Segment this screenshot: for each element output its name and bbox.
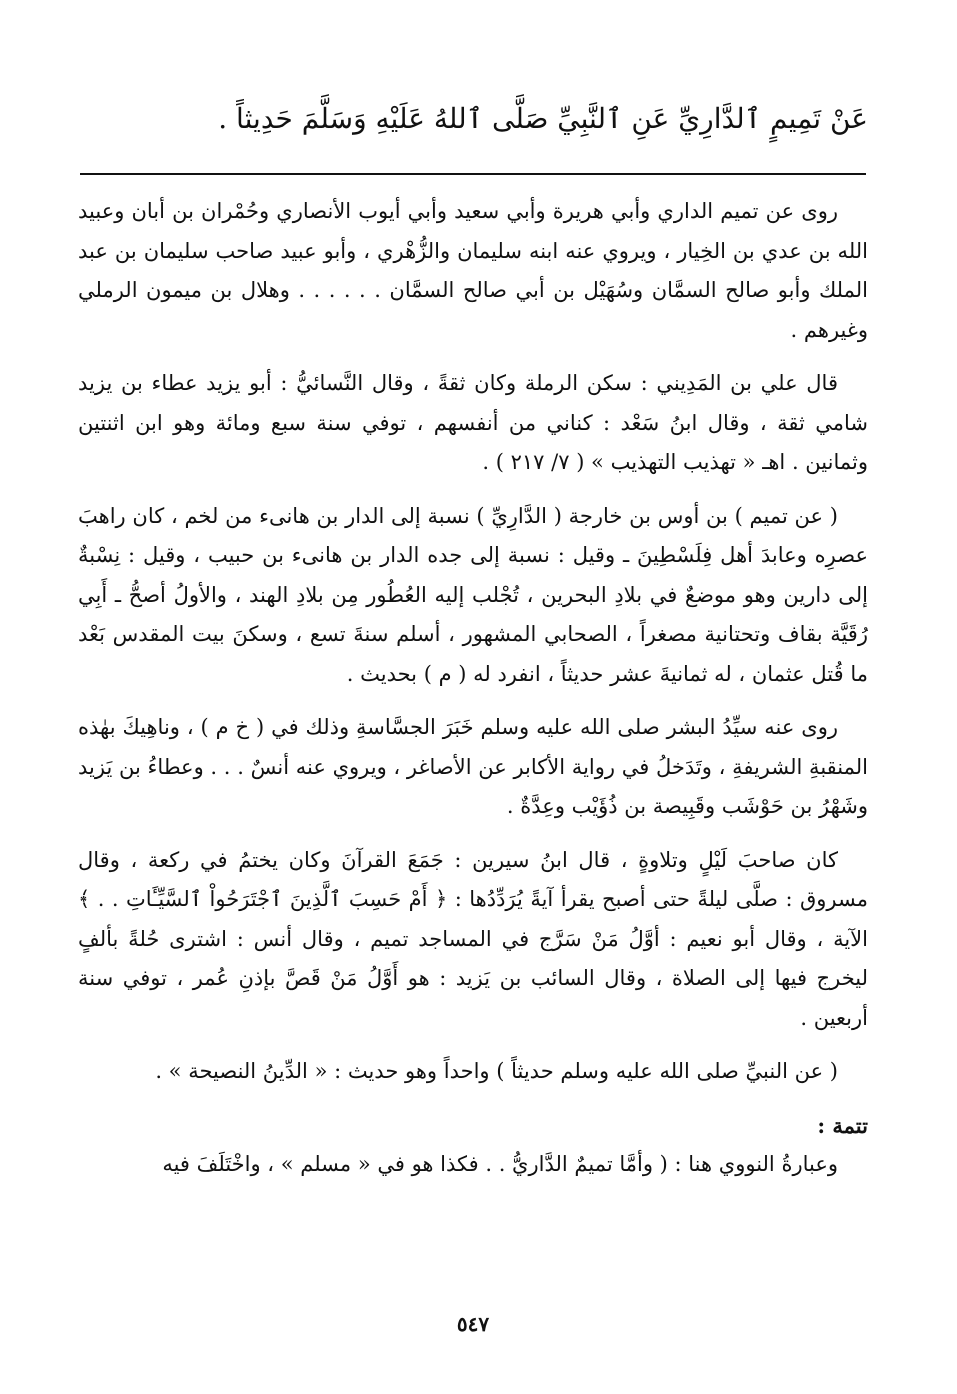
final-paragraph: وعبارةُ النووي هنا : ( وأمَّا تميمٌ الدَّاريُّ . . فكذا هو في « مسلم » ، واخْتَلَفَ فيه [162, 1152, 838, 1176]
commentary-paragraph-6: ( عن النبيِّ صلى الله عليه وسلم حديثاً ) واحداً وهو حديث : « الدِّينُ النصيحة » . [155, 1059, 838, 1083]
page-number: ٥٤٧ [456, 1312, 490, 1336]
commentary-paragraph-3: ( عن تميم ) بن أوس بن خارجة ( الدَّارِيِّ ) نسبة إلى الدار بن هانىء من لخم ، كان راهبَ عصرِه وعابدَ أهل فِلَسْطِينَ ـ وقيل : نسبة إلى جده الدار بن هانىء بن حبيب ، وقيل : نِسْبةٌ إلى دارين وهو موضعٌ في بلادِ البحرين ، تُجْلب إليه العُطُور مِن بلادِ الهند ، والأولُ أصحُّ ـ أَبِي رُقَيَّة بقاف وتحتانية مصغراً ، الصحابي المشهور ، أسلم سنةَ تسع ، وسكنَ بيت المقدس بَعْد ما قُتل عثمان ، له ثمانيةَ عشر حديثاً ، انفرد له ( م ) بحديث . [78, 503, 868, 686]
commentary-paragraph-4: روى عنه سيِّدُ البشر صلى الله عليه وسلم خَبَرَ الجسَّاسةِ وذلك في ( خ م ) ، وناهِيكَ بهٰذه المنقبةِ الشريفةِ ، وتَدَخلُ في رواية الأكابر عن الأصاغر ، ويروي عنه أنسٌ . . . وعطاءُ بن يَزيد وشَهْرُ بن حَوْشَب وقَبِيصة بن ذُؤَيْب وعِدَّةٌ . [78, 715, 868, 818]
commentary-section [78, 192, 868, 1199]
book-page [78, 0, 868, 1394]
commentary-paragraph-2: قال علي بن المَدِيني : سكن الرملة وكان ثقةً ، وقال النَّسائيُّ : أبو يزيد عطاء بن يزيد شامي ثقة ، وقال ابنُ سَعْد : كناني من أنفسهم ، توفي سنة سبع ومائة وهو ابن اثنتين وثمانين . اهـ « تهذيب التهذيب » ( ٧/ ٢١٧ ) . [78, 371, 868, 474]
hadith-text: عَنْ تَمِيمٍ ٱلدَّارِيِّ عَنِ ٱلنَّبِيِّ صَلَّى ٱللهُ عَلَيْهِ وَسَلَّمَ حَدِيثاً . [218, 102, 868, 135]
section-heading: تتمة : [817, 1112, 868, 1138]
commentary-paragraph-5: كان صاحبَ لَيْلٍ وتلاوةٍ ، قال ابنُ سيرين : جَمَعَ القرآنَ وكان يختمُ في ركعة ، وقال مسروق : صلَّى ليلةً حتى أصبح يقرأ آيةً يُرَدِّدُها : ﴿ أَمْ حَسِبَ ٱلَّذِينَ ٱجْتَرَحُواْ ٱلسَّيِّـَٔاتِ . . ﴾ الآية ، وقال أبو نعيم : أوَّلُ مَنْ سَرَّج في المساجد تميم ، وقال أنس : اشترى حُلةً بألفٍ ليخرج فيها إلى الصلاة ، وقال السائب بن يَزيد : هو أَوَّلُ مَنْ قَصَّ بإذنِ عُمر ، توفي سنة أربعين . [78, 847, 869, 1030]
footnote-divider [80, 173, 866, 175]
commentary-paragraph-1: روى عن تميم الداري وأبي هريرة وأبي سعيد وأبي أيوب الأنصاري وحُمْران بن أبان وعبيد الله بن عدي بن الخِيار ، ويروي عنه ابنه سليمان والزُّهْري ، وأبو عبيد صاحب سليمان بن عبد الملك وأبو صالح السمَّان وسُهَيْل بن أبي صالح السمَّان . . . . . . وهلال بن ميمون الرملي وغيرهم . [78, 199, 869, 342]
